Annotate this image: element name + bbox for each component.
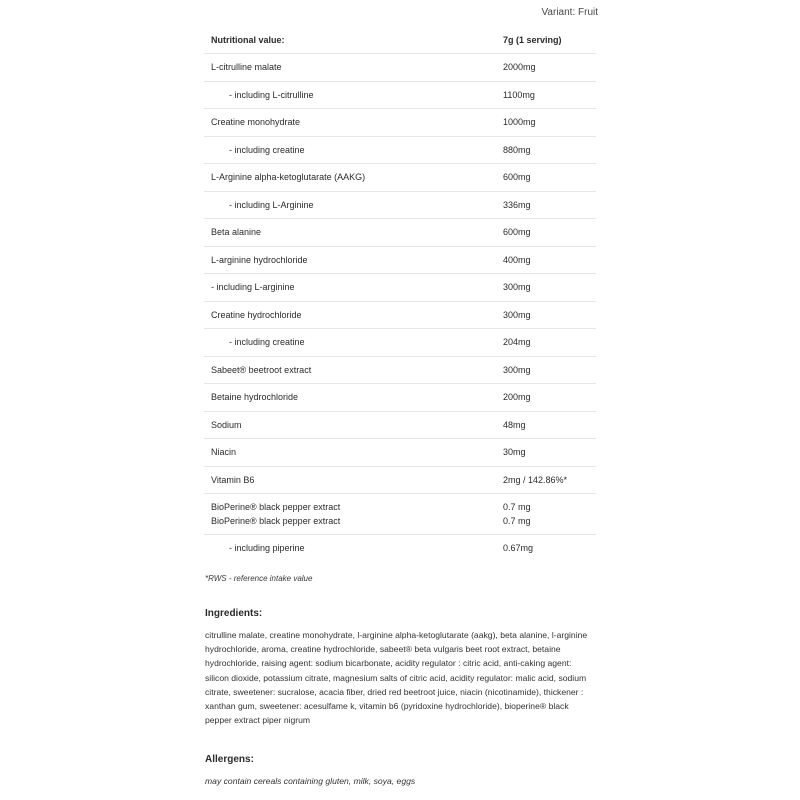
table-row [204, 356, 596, 384]
nutrient-value: 336mg [495, 191, 596, 219]
nutrient-value: 204mg [495, 329, 596, 357]
nutrient-name: - including L-citrulline [204, 81, 495, 109]
nutrient-value: 0.7 mg [503, 502, 531, 512]
table-row [204, 301, 596, 329]
nutrient-value: 300mg [495, 301, 596, 329]
nutrient-name-cell [204, 494, 495, 535]
table-row [204, 535, 596, 562]
nutrient-value: 48mg [495, 411, 596, 439]
nutrient-name: - including creatine [204, 329, 495, 357]
nutrient-value: 2mg / 142.86%* [495, 466, 596, 494]
nutrient-value: 0.67mg [503, 543, 534, 554]
nutrient-name: - including L-Arginine [204, 191, 495, 219]
nutrient-name: BioPerine® black pepper extract [211, 502, 341, 512]
nutrient-value: 400mg [495, 246, 596, 274]
nutrient-value: 200mg [495, 384, 596, 412]
nutrient-name: Sodium [204, 411, 495, 439]
nutrient-value: 880mg [495, 136, 596, 164]
nutrient-value: 600mg [495, 164, 596, 192]
header-serving: 7g (1 serving) [495, 27, 596, 54]
nutrient-name: L-citrulline malate [204, 54, 495, 82]
nutrient-name: L-arginine hydrochloride [204, 246, 495, 274]
table-row [204, 329, 596, 357]
ingredients-heading: Ingredients: [205, 608, 263, 619]
ingredients-text: citrulline malate, creatine monohydrate, l-arginine alpha-ketoglutarate (aakg), beta alanine, l-arginine hydrochloride, aroma, creatine hydrochloride, sabeet® beta vulgaris beet root extract, betaine hydrochloride, raising agent: sodium bicarbonate, acidity regulator : citric acid, anti-caking agent: silicon dioxide, potassium citrate, magnesium salts of citric acid, acidity regulator: malic acid, sodium citrate, sweetener: sucralose, acacia fiber, dried red beetroot juice, niacin (nicotinamide), thickener : xanthan gum, sweetener: acesulfame k, vitamin b6 (pyridoxine hydrochloride), bioperine® black pepper extract piper nigrum [205, 630, 588, 726]
rws-footnote: *RWS - reference intake value [205, 574, 313, 583]
table-row [204, 439, 596, 467]
nutrient-name: L-Arginine alpha-ketoglutarate (AAKG) [204, 164, 495, 192]
nutrient-value: 1100mg [495, 81, 596, 109]
nutrient-value: 300mg [495, 274, 596, 302]
table-row [204, 494, 596, 535]
table-row [204, 466, 596, 494]
allergens-text: may contain cereals containing gluten, milk, soya, eggs [205, 776, 416, 786]
nutrient-name: - including piperine [229, 543, 305, 554]
header-nutritional-value: Nutritional value: [204, 27, 495, 54]
nutrient-name: Creatine monohydrate [204, 109, 495, 137]
nutrient-name: Beta alanine [204, 219, 495, 247]
nutrient-value: 1000mg [495, 109, 596, 137]
variant-label: Variant: Fruit [541, 7, 598, 18]
nutrition-table [204, 27, 596, 562]
nutrient-value-cell [495, 494, 596, 535]
nutrient-name: BioPerine® black pepper extract [211, 516, 341, 526]
table-row [204, 109, 596, 137]
allergens-heading: Allergens: [205, 754, 254, 765]
table-row [204, 191, 596, 219]
nutrient-name: Betaine hydrochloride [204, 384, 495, 412]
table-row [204, 164, 596, 192]
table-row [204, 411, 596, 439]
nutrient-name: Vitamin B6 [204, 466, 495, 494]
nutrient-value: 0.7 mg [503, 516, 531, 526]
table-row [204, 384, 596, 412]
nutrient-value: 600mg [495, 219, 596, 247]
nutrient-value: 300mg [495, 356, 596, 384]
table-header-row [204, 27, 596, 54]
table-row [204, 274, 596, 302]
table-row [204, 81, 596, 109]
nutrient-name: - including creatine [204, 136, 495, 164]
nutrient-name: Sabeet® beetroot extract [204, 356, 495, 384]
table-row [204, 219, 596, 247]
nutrient-name: Creatine hydrochloride [204, 301, 495, 329]
nutrient-name: - including L-arginine [204, 274, 495, 302]
table-row [204, 136, 596, 164]
nutrient-value: 2000mg [495, 54, 596, 82]
table-row [204, 246, 596, 274]
nutrient-value: 30mg [495, 439, 596, 467]
nutrient-name: Niacin [204, 439, 495, 467]
table-row [204, 54, 596, 82]
